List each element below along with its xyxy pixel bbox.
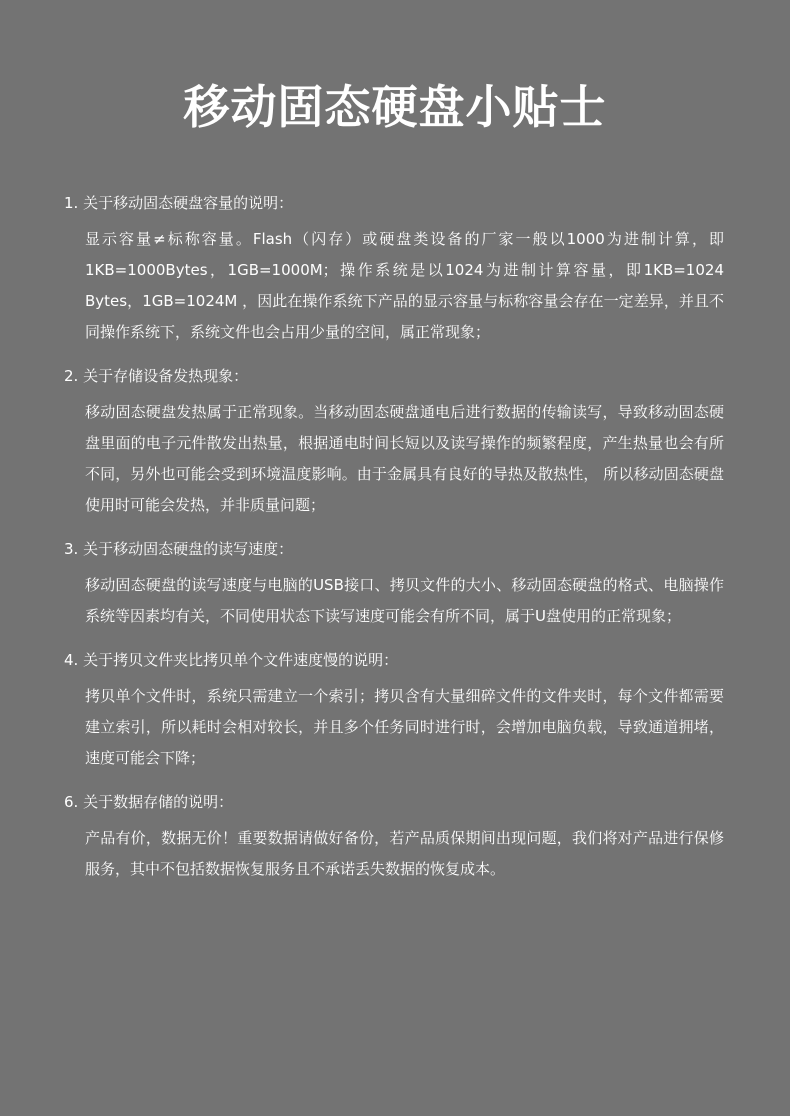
tip-section-capacity — [64, 190, 724, 348]
tips-list — [64, 190, 724, 900]
tip-section-heat — [64, 363, 724, 521]
tip-heading: 1. 关于移动固态硬盘容量的说明： — [64, 194, 294, 212]
tip-heading: 2. 关于存储设备发热现象： — [64, 367, 249, 385]
page-title: 移动固态硬盘小贴士 — [183, 80, 607, 134]
tip-heading: 6. 关于数据存储的说明： — [64, 793, 234, 811]
tip-body: 移动固态硬盘的读写速度与电脑的USB接口、拷贝文件的大小、移动固态硬盘的格式、电脑操作系统等因素均有关，不同使用状态下读写速度可能会有所不同，属于U盘使用的正常现象； — [85, 576, 724, 625]
tip-heading: 4. 关于拷贝文件夹比拷贝单个文件速度慢的说明： — [64, 651, 399, 669]
tip-section-speed — [64, 536, 724, 632]
tip-heading: 3. 关于移动固态硬盘的读写速度： — [64, 540, 294, 558]
tip-body: 拷贝单个文件时，系统只需建立一个索引；拷贝含有大量细碎文件的文件夹时，每个文件都需要建立索引，所以耗时会相对较长，并且多个任务同时进行时，会增加电脑负载，导致通道拥堵，速度可能会下降； — [85, 687, 724, 767]
tip-body: 显示容量≠标称容量。Flash（闪存）或硬盘类设备的厂家一般以1000为进制计算，即1KB=1000Bytes，1GB=1000M；操作系统是以1024为进制计算容量，即1KB=1024 Bytes，1GB=1024M ，因此在操作系统下产品的显示容量与标称容量会存在一定差异，并且不同操作系统下，系统文件也会占用少量的空间，属正常现象； — [85, 230, 724, 341]
tip-body: 移动固态硬盘发热属于正常现象。当移动固态硬盘通电后进行数据的传输读写，导致移动固态硬盘里面的电子元件散发出热量，根据通电时间长短以及读写操作的频繁程度，产生热量也会有所不同，另外也可能会受到环境温度影响。由于金属具有良好的导热及散热性， 所以移动固态硬盘使用时可能会发热，并非质量问题； — [85, 403, 724, 514]
tip-section-data-storage — [64, 789, 724, 885]
tip-body: 产品有价，数据无价！重要数据请做好备份，若产品质保期间出现问题，我们将对产品进行保修服务，其中不包括数据恢复服务且不承诺丢失数据的恢复成本。 — [85, 829, 724, 878]
tip-section-folder-copy — [64, 647, 724, 774]
